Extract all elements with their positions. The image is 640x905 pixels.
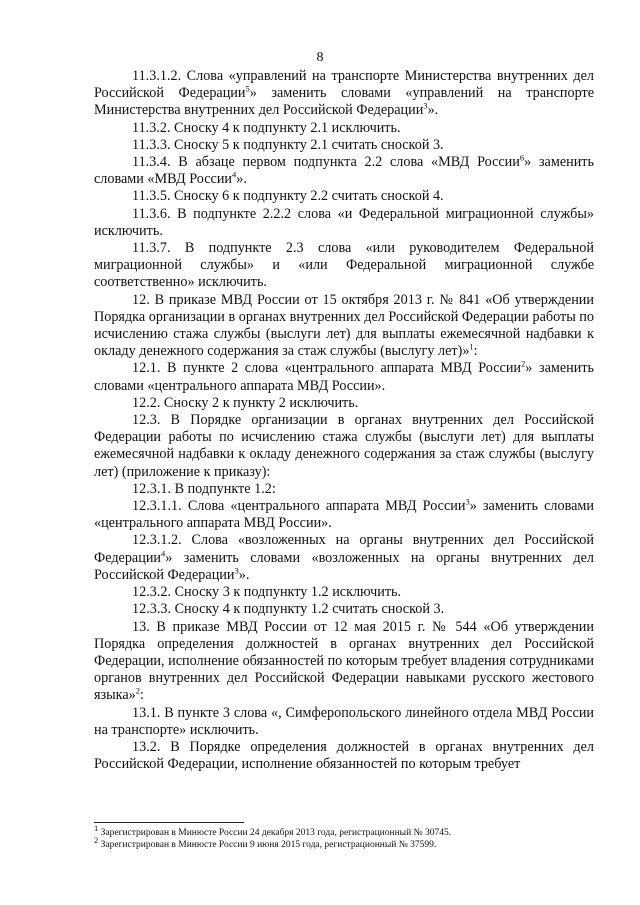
- paragraph: [94, 619, 594, 705]
- footnote-ref: 1: [469, 341, 474, 352]
- paragraph-text: 11.3.4. В абзаце первом подпункта 2.2 слова «МВД России: [132, 154, 520, 171]
- footnote-ref: 3: [423, 100, 428, 111]
- paragraph-text: ».: [238, 566, 250, 583]
- footnote: [94, 834, 594, 851]
- paragraph-text: 13.2. В Порядке определения должностей в органах внутренних дел Российской Федерации, исполнение обязанностей по которым требует: [94, 738, 594, 773]
- paragraph-text: :: [139, 687, 144, 704]
- paragraph-text: 12.3.1. В подпункте 1.2:: [132, 480, 276, 497]
- paragraph-text: 11.3.2. Сноску 4 к подпункту 2.1 исключить.: [132, 119, 401, 136]
- paragraph: [94, 240, 594, 292]
- paragraph: [94, 68, 594, 120]
- footnote-text: Зарегистрирован в Минюсте России 9 июня 2015 года, регистрационный № 37599.: [98, 840, 437, 850]
- paragraph-text: 12.1. В пункте 2 слова «центрального аппарата МВД России: [132, 360, 522, 377]
- paragraph: [94, 498, 594, 532]
- paragraph-text: 12.3.1.2. Слова «возложенных на органы внутренних дел Российской Федерации: [94, 532, 594, 566]
- paragraph: [94, 188, 594, 205]
- document-body: [94, 68, 594, 773]
- footnote-ref: 4: [161, 547, 166, 558]
- paragraph-text: 11.3.7. В подпункте 2.3 слова «или руководителем Федеральной миграционной службы» и «или Федеральной миграционной службе соответственно» исключить.: [94, 240, 594, 291]
- paragraph: [94, 206, 594, 240]
- paragraph-text: 11.3.5. Сноску 6 к подпункту 2.2 считать сноской 4.: [132, 188, 444, 205]
- paragraph: [94, 532, 594, 584]
- footnote-mark: 2: [94, 834, 99, 845]
- footnote: [94, 822, 594, 839]
- paragraph: [94, 360, 594, 394]
- paragraph-text: 13. В приказе МВД России от 12 мая 2015 г. № 544 «Об утверждении Порядка определения должностей в органах внутренних дел Российской Федерации, исполнение обязанностей по которым требует владения сотрудниками органов внутренних дел Российской Федерации навыками русского жестового языка»: [94, 618, 594, 704]
- paragraph: [94, 705, 594, 739]
- paragraph-text: ».: [427, 102, 439, 119]
- footnote-mark: 1: [94, 822, 99, 833]
- footnote-ref: 3: [465, 496, 470, 507]
- footnote-text: Зарегистрирован в Минюсте России 24 декабря 2013 года, регистрационный № 30745.: [98, 828, 452, 838]
- paragraph-text: ».: [236, 171, 247, 188]
- paragraph-text: 12. В приказе МВД России от 15 октября 2013 г. № 841 «Об утверждении Порядка организации в органах внутренних дел Российской Федерации работы по исчислению стажа службы (выслуги лет) для выплаты ежемесячной надбавки к окладу денежного содержания за стаж службы (выслугу лет)»: [94, 291, 594, 360]
- paragraph-text: » заменить словами «центрального аппарата МВД России».: [94, 498, 594, 532]
- paragraph-text: » заменить словами «центрального аппарата МВД России».: [94, 360, 594, 394]
- paragraph: [94, 292, 594, 361]
- page-number: 8: [316, 50, 324, 65]
- paragraph-text: 11.3.3. Сноску 5 к подпункту 2.1 считать сноской 3.: [132, 136, 444, 153]
- paragraph-text: » заменить словами «управлений на транспорте Министерства внутренних дел Российской Федерации: [94, 85, 594, 119]
- footnote-ref: 2: [135, 685, 140, 696]
- paragraph-text: 11.3.1.2. Слова «управлений на транспорте Министерства внутренних дел Российской Федерации: [94, 68, 594, 102]
- paragraph-text: 12.3. В Порядке организации в органах внутренних дел Российской Федерации работы по исчислению стажа службы (выслуги лет) для выплаты ежемесячной надбавки к окладу денежного содержания за стаж службы (выслугу лет) (приложение к приказу):: [94, 412, 594, 480]
- paragraph-text: 12.3.3. Сноску 4 к подпункту 1.2 считать сноской 3.: [132, 601, 445, 618]
- footnote-ref: 6: [519, 152, 525, 163]
- paragraph-text: » заменить словами «МВД России: [94, 154, 594, 188]
- footnote-ref: 3: [234, 565, 239, 576]
- paragraph-text: » заменить словами «возложенных на органы внутренних дел Российской Федерации: [94, 549, 594, 583]
- footnote-ref: 5: [245, 83, 250, 94]
- paragraph-text: 13.1. В пункте 3 слова «, Симферопольского линейного отдела МВД России на транспорте» исключить.: [94, 704, 594, 738]
- paragraph: [94, 395, 594, 412]
- paragraph: [94, 584, 594, 601]
- paragraph: [94, 481, 594, 498]
- paragraph: [94, 412, 594, 481]
- paragraph: [94, 601, 594, 618]
- footnote-ref: 4: [232, 169, 237, 180]
- paragraph: [94, 154, 594, 188]
- paragraph-text: 12.2. Сноску 2 к пункту 2 исключить.: [132, 394, 359, 411]
- paragraph-text: :: [473, 343, 478, 360]
- paragraph-text: 12.3.1.1. Слова «центрального аппарата МВД России: [132, 498, 466, 515]
- paragraph-text: 11.3.6. В подпункте 2.2.2 слова «и Федеральной миграционной службы» исключить.: [94, 205, 594, 239]
- footnote-divider: [94, 822, 244, 823]
- paragraph: [94, 120, 594, 137]
- paragraph-text: 12.3.2. Сноску 3 к подпункту 1.2 исключить.: [132, 584, 402, 601]
- footnotes: [94, 822, 594, 851]
- paragraph: [94, 739, 594, 773]
- footnote-ref: 2: [521, 358, 526, 369]
